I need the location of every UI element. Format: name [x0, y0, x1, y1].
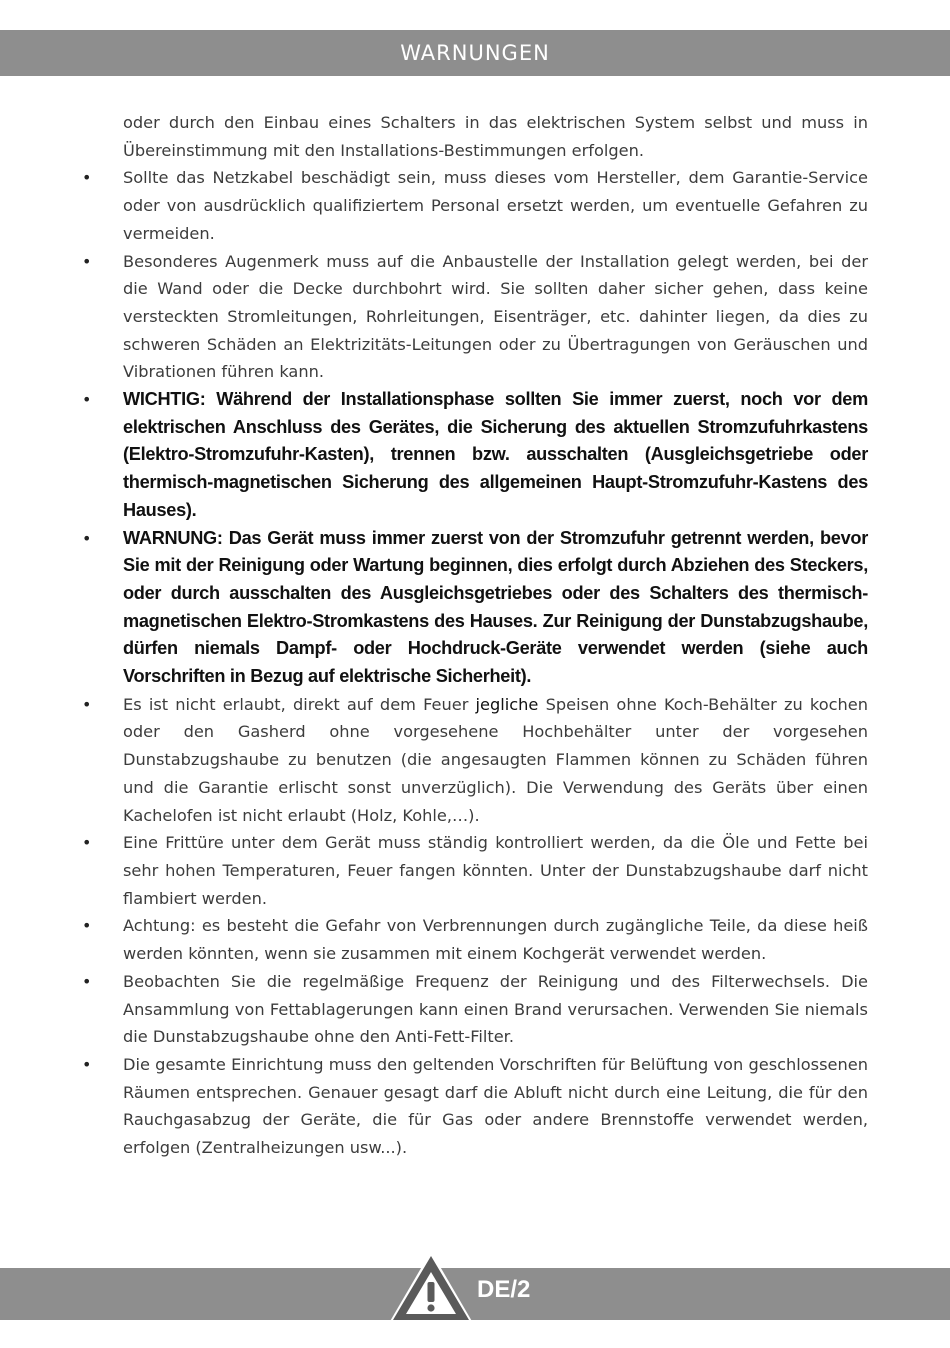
warning-triangle-icon: [386, 1248, 476, 1326]
list-item-text: • Achtung: es besteht die Gefahr von Verbrennungen durch zugängliche Teile, da diese heiß werden könnten, wenn sie zusammen mit einem Kochgerät verwendet werden.: [123, 916, 868, 964]
list-item: [82, 164, 868, 247]
list-item-text: [123, 691, 868, 830]
list-item-text: • Besonderes Augenmerk muss auf die Anbaustelle der Installation gelegt werden, bei der die Wand oder die Decke durchbohrt wird. Sie sollten daher sicher gehen, dass keine versteckten Stromleitungen, Rohrleitungen, Eisenträger, etc. dahinter liegen, da dies zu schweren Schäden an Elektrizitäts-Leitungen oder zu Übertragungen von Geräuschen und Vibrationen führen kann.: [123, 251, 868, 382]
list-item: [82, 968, 868, 1051]
list-item-warning: [82, 525, 868, 691]
continuation-paragraph: [82, 109, 868, 164]
header-title: WARNUNGEN: [400, 41, 550, 65]
text-segment: Speisen ohne Koch-Behälter zu kochen oder den Gasherd ohne vorgesehene Hochbehälter unter der vorgesehen Dunstabzugshaube zu benutzen (die angesaugten Flammen können zu Schäden führen und die Garantie erlischt sonst unverzüglich). Die Verwendung des Geräts über einen Kachelofen ist nicht erlaubt (Holz, Kohle,…).: [123, 694, 868, 825]
page-number: DE/2: [477, 1276, 531, 1303]
list-item: [82, 691, 868, 830]
list-item: [82, 1051, 868, 1162]
list-item-important: [82, 386, 868, 525]
list-item: [82, 912, 868, 967]
list-item-text: • WICHTIG: Während der Installationsphase sollten Sie immer zuerst, noch vor dem elektrischen Anschluss des Gerätes, die Sicherung des aktuellen Stromzufuhrkastens (Elektro-Stromzufuhr-Kasten), trennen bzw. ausschalten (Ausgleichsgetriebe oder thermisch-magnetischen Sicherung des allgemeinen Haupt-Stromzufuhr-Kastens des Hauses).: [123, 389, 868, 520]
page-header: [0, 30, 950, 76]
text-segment: Es ist nicht erlaubt, direkt auf dem Feuer: [123, 694, 476, 714]
list-item-text: • Sollte das Netzkabel beschädigt sein, muss dieses vom Hersteller, dem Garantie-Service oder von ausdrücklich qualifiziertem Personal ersetzt werden, um eventuelle Gefahren zu vermeiden.: [123, 168, 868, 243]
list-item-text: • WARNUNG: Das Gerät muss immer zuerst von der Stromzufuhr getrennt werden, bevor Sie mit der Reinigung oder Wartung beginnen, dies erfolgt durch Abziehen des Steckers, oder durch ausschalten des Ausgleichsgetriebes oder des Schalters des thermisch-magnetischen Elektro-Stromkastens des Hauses. Zur Reinigung der Dunstabzugshaube, dürfen niemals Dampf- oder Hochdruck-Geräte verwendet werden (siehe auch Vorschriften in Bezug auf elektrische Sicherheit).: [123, 527, 868, 687]
list-item-text: • Die gesamte Einrichtung muss den geltenden Vorschriften für Belüftung von geschlossenen Räumen entsprechen. Genauer gesagt darf die Abluft nicht durch eine Leitung, die für den Rauchgasabzug der Geräte, die für Gas oder andere Brennstoffe verwendet werden, erfolgen (Zentralheizungen usw...).: [123, 1054, 868, 1158]
list-item: [82, 829, 868, 912]
continuation-text: oder durch den Einbau eines Schalters in das elektrischen System selbst und muss in Übereinstimmung mit den Installations-Bestimmungen erfolgen.: [123, 113, 868, 160]
warnings-content: [82, 109, 868, 1162]
emphasized-word: jegliche: [475, 694, 539, 714]
list-item: [82, 248, 868, 387]
list-item-text: • Beobachten Sie die regelmäßige Frequenz der Reinigung und des Filterwechsels. Die Ansammlung von Fettablagerungen kann einen Brand verursachen. Verwenden Sie niemals die Dunstabzugshaube ohne den Anti-Fett-Filter.: [123, 971, 868, 1047]
list-item-text: • Eine Frittüre unter dem Gerät muss ständig kontrolliert werden, da die Öle und Fette bei sehr hohen Temperaturen, Feuer fangen könnten. Unter der Dunstabzugshaube darf nicht flambiert werden.: [123, 833, 868, 908]
